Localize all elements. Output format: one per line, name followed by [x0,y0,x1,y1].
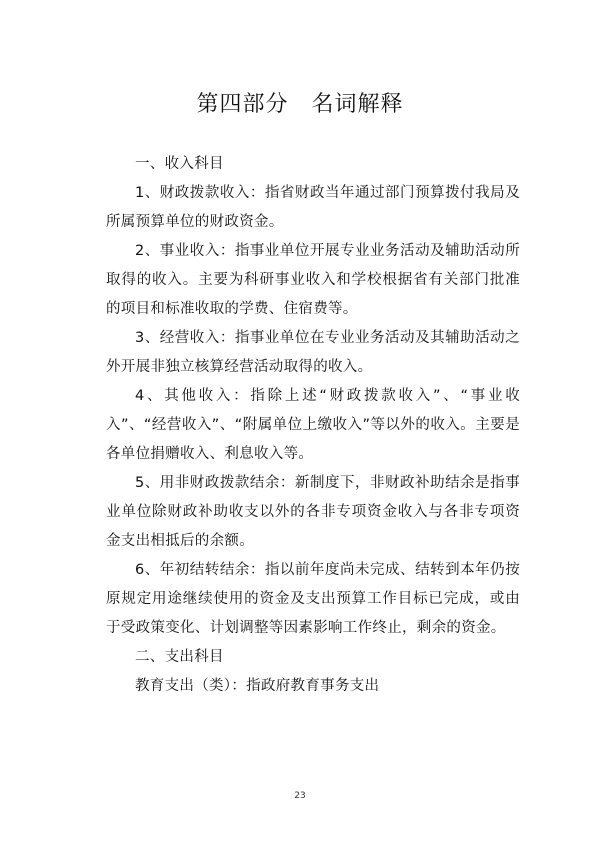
document-body [106,150,520,701]
paragraph-fiscal-appropriation-income: 1、财政拨款收入：指省财政当年通过部门预算拨付我局及所属预算单位的财政资金。 [106,185,520,230]
paragraph-non-fiscal-surplus: 5、用非财政拨款结余：新制度下，非财政补助结余是指事 业单位除财政补助收支以外的各非专项资金收入与各非专项资金支出相抵后的余额。 [106,475,520,549]
section-heading-income: 一、收入科目 [135,156,224,172]
page-title: 第四部分 名词解释 [196,92,404,117]
paragraph-operating-income: 3、经营收入：指事业单位在专业业务活动及其辅助活动之外开展非独立核算经营活动取得的收入。 [106,330,520,375]
page-number: 23 [294,791,306,801]
paragraph-business-income: 2、事业收入：指事业单位开展专业业务活动及辅助活动所取得的收入。主要为科研事业收入和学校根据省有关部门批准的项目和标准收取的学费、住宿费等。 [106,243,520,317]
paragraph-education-expenditure: 教育支出（类）：指政府教育事务支出 [135,678,380,694]
paragraph-other-income: 4、其他收入：指除上述“财政拨款收入”、“事业收入”、“经营收入”、“附属单位上缴收入”等以外的收入。主要是各单位捐赠收入、利息收入等。 [106,388,520,462]
paragraph-carryover-surplus: 6、年初结转结余：指以前年度尚未完成、结转到本年仍按原规定用途继续使用的资金及支出预算工作目标已完成，或由于受政策变化、计划调整等因素影响工作终止，剩余的资金。 [106,562,520,636]
section-heading-expenditure: 二、支出科目 [135,649,224,665]
